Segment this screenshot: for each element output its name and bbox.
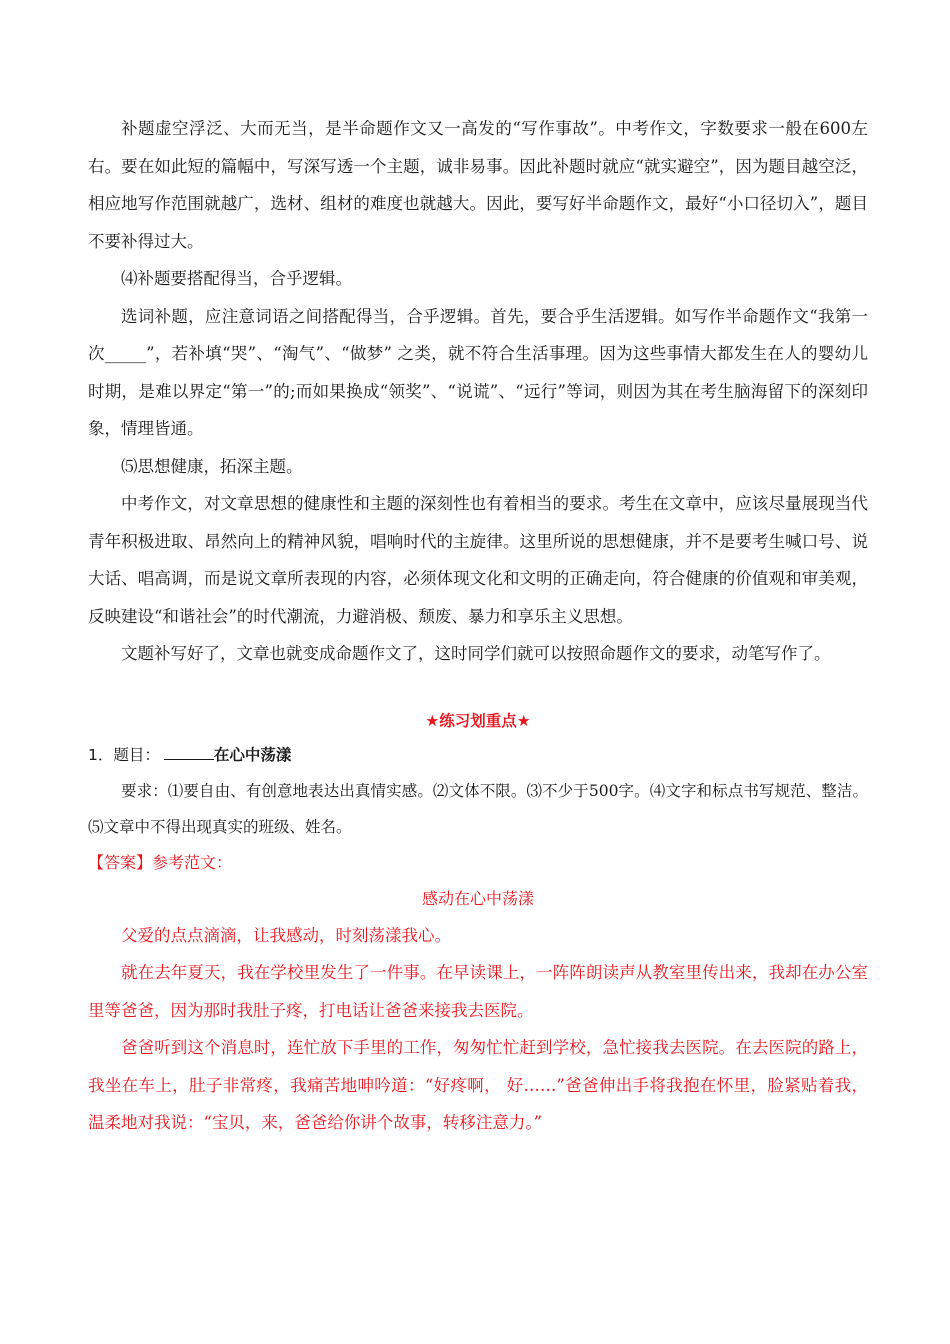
question-requirements: 要求：⑴要自由、有创意地表达出真情实感。⑵文体不限。⑶不少于500字。⑷文字和标点书写规范、整洁。⑸文章中不得出现真实的班级、姓名。 xyxy=(88,781,868,836)
paragraph-heading-4: ⑷补题要搭配得当，合乎逻辑。 xyxy=(121,269,352,288)
paragraph-health: 中考作文，对文章思想的健康性和主题的深刻性也有着相当的要求。考生在文章中，应该尽量展现当代青年积极进取、昂然向上的精神风貌，唱响时代的主旋律。这里所说的思想健康，并不是要考生喊口号、说大话、唱高调，而是说文章所表现的内容，必须体现文化和文明的正确走向，符合健康的价值观和审美观，反映建设“和谐社会”的时代潮流，力避消极、颓废、暴力和享乐主义思想。 xyxy=(88,494,868,626)
paragraph-heading-5: ⑸思想健康，拓深主题。 xyxy=(121,456,303,476)
question-blank xyxy=(164,745,214,760)
paragraph-logic: 选词补题，应注意词语之间搭配得当，合乎逻辑。首先，要合乎生活逻辑。如写作半命题作文“我第一次_____”，若补填“哭”、“淘气”、“做梦” 之类，就不符合生活事理。因为这些事情大都发生在人的婴幼儿时期，是难以界定“第一”的;而如果换成“领奖”、“说谎”、“远行”等词，则因为其在考生脑海留下的深刻印象，情理皆通。 xyxy=(88,306,868,438)
question-topic: 在心中荡漾 xyxy=(213,745,292,764)
section-gap xyxy=(88,673,868,705)
essay-paragraph: 就在去年夏天，我在学校里发生了一件事。在早读课上，一阵阵朗读声从教室里传出来，我却在办公室里等爸爸，因为那时我肚子疼，打电话让爸爸来接我去医院。 xyxy=(88,963,868,1020)
paragraph-conclusion: 文题补写好了，文章也就变成命题作文了，这时同学们就可以按照命题作文的要求，动笔写作了。 xyxy=(121,644,831,663)
essay-paragraph: 父爱的点点滴滴，让我感动，时刻荡漾我心。 xyxy=(121,925,451,945)
question-number: 1．题目： xyxy=(88,745,160,764)
practice-title: ★练习划重点★ xyxy=(425,711,531,730)
document-page xyxy=(88,110,868,1142)
essay-paragraph: 爸爸听到这个消息时，连忙放下手里的工作，匆匆忙忙赶到学校，急忙接我去医院。在去医院的路上，我坐在车上，肚子非常疼，我痛苦地呻吟道：“好疼啊， 好……”爸爸伸出手将我抱在怀里，脸紧贴着我，温柔地对我说：“宝贝，来，爸爸给你讲个故事，转移注意力。” xyxy=(88,1038,868,1132)
question-line xyxy=(88,737,868,773)
paragraph-word-count: 补题虚空浮泛、大而无当，是半命题作文又一高发的“写作事故”。中考作文，字数要求一般在600左右。要在如此短的篇幅中，写深写透一个主题，诚非易事。因此补题时就应“就实避空”，因为题目越空泛，相应地写作范围就越广，选材、组材的难度也就越大。因此，要写好半命题作文，最好“小口径切入”，题目不要补得过大。 xyxy=(88,119,868,251)
essay-title: 感动在心中荡漾 xyxy=(421,888,534,908)
answer-label: 【答案】参考范文： xyxy=(88,852,233,872)
